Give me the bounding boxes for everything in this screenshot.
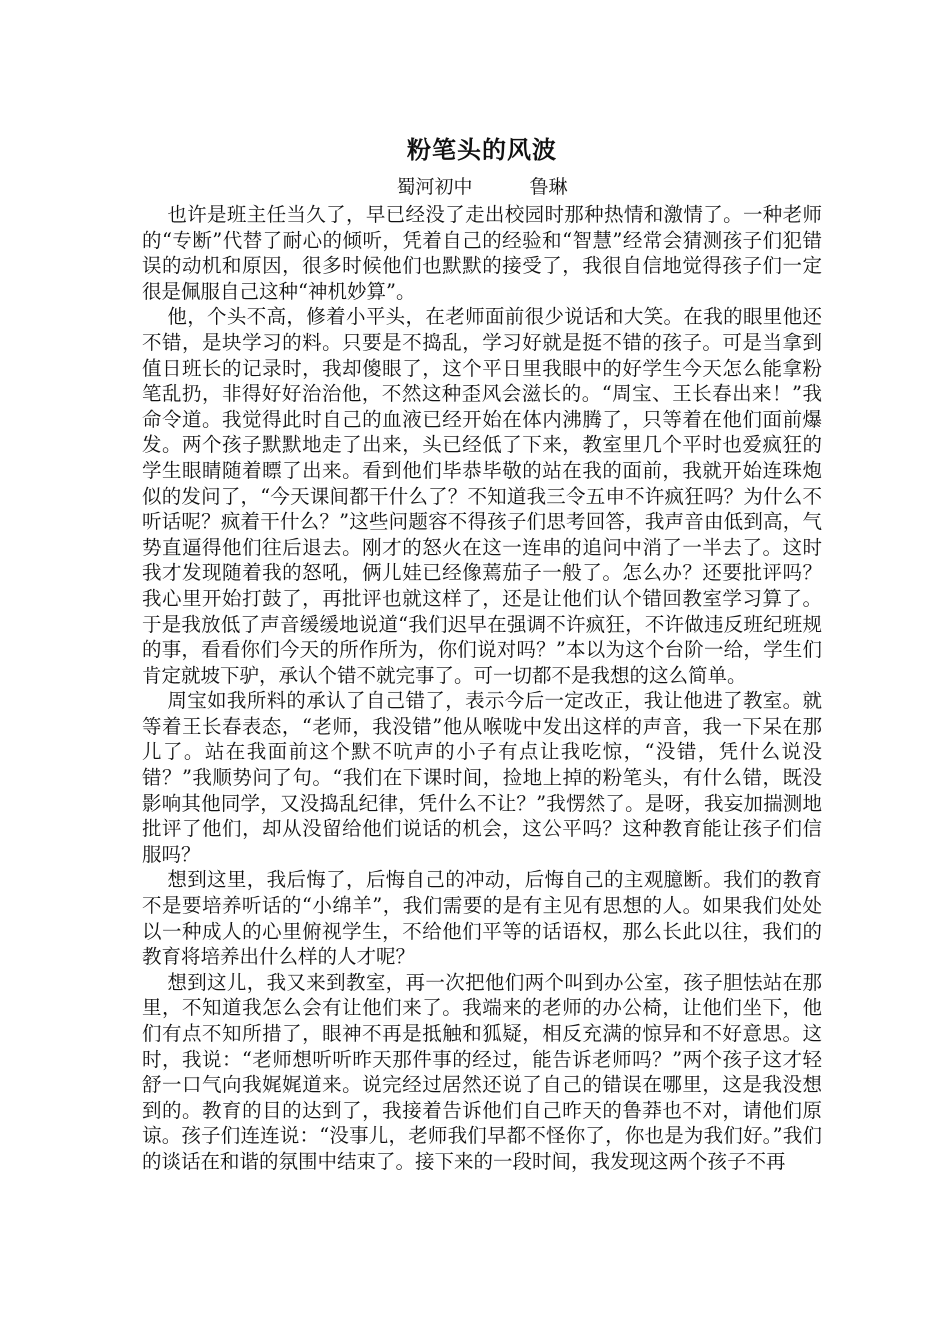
paragraph-5: 想到这儿，我又来到教室，再一次把他们两个叫到办公室，孩子胆怯站在那里，不知道我怎么会有让他们来了。我端来的老师的办公椅，让他们坐下，他们有点不知所措了，眼神不再是抵触和狐疑，相反充满的惊异和不好意思。这时，我说：“老师想听听昨天那件事的经过，能告诉老师吗？”两个孩子这才轻舒一口气向我娓娓道来。说完经过居然还说了自己的错误在哪里，这是我没想到的。教育的目的达到了，我接着告诉他们自己昨天的鲁莽也不对，请他们原谅。孩子们连连说：“没事儿，老师我们早都不怪你了，你也是为我们好。”我们的谈话在和谐的氛围中结束了。接下来的一段时间，我发现这两个孩子不再	[142, 970, 822, 1173]
article-title: 粉笔头的风波	[407, 135, 557, 164]
paragraph-1: 也许是班主任当久了，早已经没了走出校园时那种热情和激情了。一种老师的“专断”代替了耐心的倾听，凭着自己的经验和“智慧”经常会猜测孩子们犯错误的动机和原因，很多时候他们也默默的接受了，我很自信地觉得孩子们一定很是佩服自己这种“神机妙算”。	[142, 203, 822, 303]
paragraph-3: 周宝如我所料的承认了自己错了，表示今后一定改正，我让他进了教室。就等着王长春表态，“老师，我没错”他从喉咙中发出这样的声音，我一下呆在那儿了。站在我面前这个默不吭声的小子有点让我吃惊，“没错，凭什么说没错？”我顺势问了句。“我们在下课时间，捡地上掉的粉笔头，有什么错，既没影响其他同学，又没捣乱纪律，凭什么不让？”我愣然了。是呀，我妄加揣测地批评了他们，却从没留给他们说话的机会，这公平吗？这种教育能让孩子们信服吗？	[142, 689, 822, 866]
article-byline: 蜀河初中 鲁琳	[396, 176, 568, 198]
paragraph-2: 他，个头不高，修着小平头，在老师面前很少说话和大笑。在我的眼里他还不错，是块学习的料。只要是不捣乱，学习好就是挺不错的孩子。可是当拿到值日班长的记录时，我却傻眼了，这个平日里我眼中的好学生今天怎么能拿粉笔乱扔，非得好好治治他，不然这种歪风会滋长的。“周宝、王长春出来！”我命令道。我觉得此时自己的血液已经开始在体内沸腾了，只等着在他们面前爆发。两个孩子默默地走了出来，头已经低了下来，教室里几个平时也爱疯狂的学生眼睛随着瞟了出来。看到他们毕恭毕敬的站在我的面前，我就开始连珠炮似的发问了，“今天课间都干什么了？不知道我三令五申不许疯狂吗？为什么不听话呢？疯着干什么？”这些问题容不得孩子们思考回答，我声音由低到高，气势直逼得他们往后退去。刚才的怒火在这一连串的追问中消了一半去了。这时我才发现随着我的怒吼，俩儿娃已经像蔫茄子一般了。怎么办？还要批评吗？我心里开始打鼓了，再批评也就这样了，还是让他们认个错回教室学习算了。于是我放低了声音缓缓地说道“我们迟早在强调不许疯狂，不许做违反班纪班规的事，看看你们今天的所作所为，你们说对吗？”本以为这个台阶一给，学生们肯定就坡下驴，承认个错不就完事了。可一切都不是我想的这么简单。	[142, 305, 822, 687]
article	[142, 132, 822, 1175]
paragraph-4: 想到这里，我后悔了，后悔自己的冲动，后悔自己的主观臆断。我们的教育不是要培养听话的“小绵羊”，我们需要的是有主见有思想的人。如果我们处处以一种成人的心里俯视学生，不给他们平等的话语权，那么长此以往，我们的教育将培养出什么样的人才呢？	[142, 868, 822, 969]
